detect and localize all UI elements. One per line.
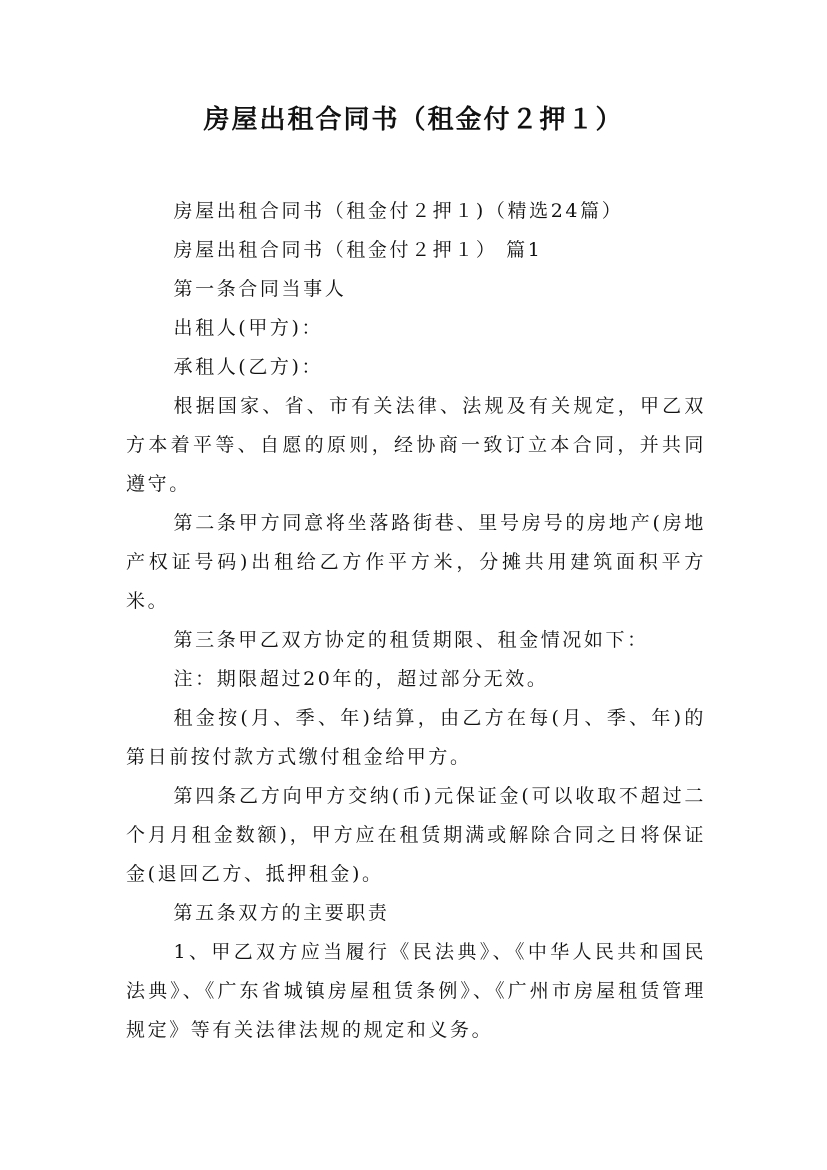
paragraph-article-5: 第五条双方的主要职责 bbox=[173, 902, 390, 924]
document-title: 房屋出租合同书（租金付２押１） bbox=[203, 105, 624, 135]
paragraph-duty-1: 1、甲乙双方应当履行《民法典》、《中华人民共和国民法典》、《广东省城镇房屋租赁条例》、《广州市房屋租赁管理规定》等有关法律法规的规定和义务。 bbox=[126, 941, 706, 1041]
paragraph-lessee: 承租人(乙方)： bbox=[173, 356, 324, 378]
paragraph-subtitle: 房屋出租合同书（租金付２押１)（精选24篇） bbox=[173, 200, 624, 222]
paragraph-article-3: 第三条甲乙双方协定的租赁期限、租金情况如下： bbox=[173, 629, 649, 651]
paragraph-rent-payment: 租金按(月、季、年)结算，由乙方在每(月、季、年)的第日前按付款方式缴付租金给甲方。 bbox=[126, 707, 706, 768]
paragraph-article-1: 第一条合同当事人 bbox=[173, 278, 347, 300]
paragraph-article-2: 第二条甲方同意将坐落路街巷、里号房号的房地产(房地产权证号码)出租给乙方作平方米，分摊共用建筑面积平方米。 bbox=[126, 512, 706, 612]
document-body bbox=[126, 192, 706, 1050]
paragraph-note: 注：期限超过20年的，超过部分无效。 bbox=[173, 668, 549, 690]
paragraph-article-4: 第四条乙方向甲方交纳(币)元保证金(可以收取不超过二个月月租金数额)，甲方应在租赁期满或解除合同之日将保证金(退回乙方、抵押租金)。 bbox=[126, 785, 706, 885]
paragraph-lessor: 出租人(甲方)： bbox=[173, 317, 324, 339]
paragraph-preamble: 根据国家、省、市有关法律、法规及有关规定，甲乙双方本着平等、自愿的原则，经协商一致订立本合同，并共同遵守。 bbox=[126, 395, 706, 495]
paragraph-chapter-heading: 房屋出租合同书（租金付２押１） 篇1 bbox=[173, 239, 543, 261]
